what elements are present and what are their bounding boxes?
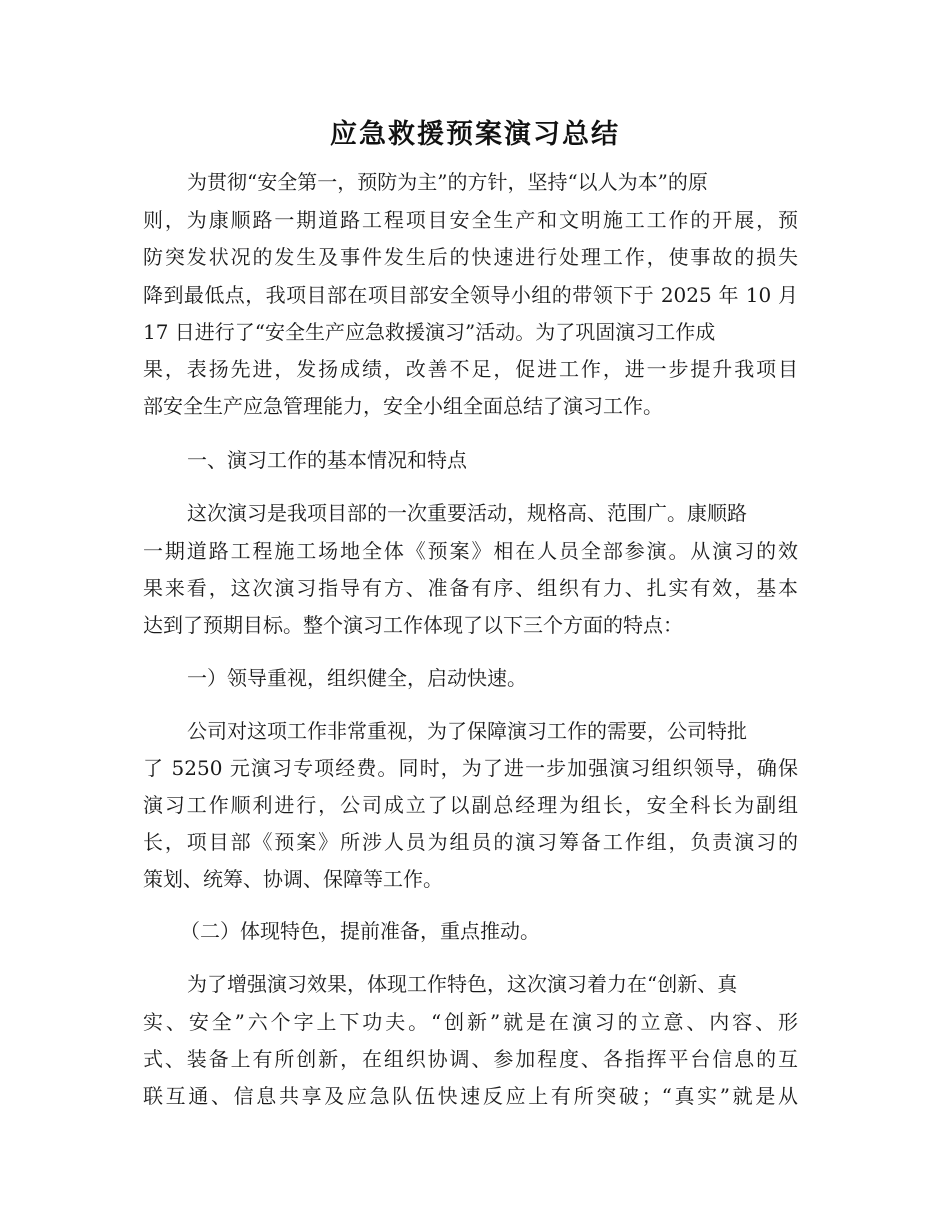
paragraph-line: 为贯彻“安全第一，预防为主”的方针，坚持“以人为本”的原 bbox=[187, 170, 708, 194]
paragraph-line: 达到了预期目标。整个演习工作体现了以下三个方面的特点： bbox=[143, 613, 683, 637]
paragraph-line: 防突发状况的发生及事件发生后的快速进行处理工作，使事故的损失 bbox=[143, 245, 798, 269]
subsection-heading: 一）领导重视，组织健全，启动快速。 bbox=[187, 666, 527, 690]
paragraph-line: 果来看，这次演习指导有方、准备有序、组织有力、扎实有效，基本 bbox=[143, 576, 798, 600]
paragraph-line: 降到最低点，我项目部在项目部安全领导小组的带领下于 2025 年 10 月 bbox=[143, 283, 798, 307]
paragraph-line: 公司对这项工作非常重视，为了保障演习工作的需要，公司特批 bbox=[187, 719, 747, 743]
paragraph-line: 联互通、信息共享及应急队伍快速反应上有所突破；“真实”就是从 bbox=[143, 1084, 798, 1108]
paragraph-line: 实、安全”六个字上下功夫。“创新”就是在演习的立意、内容、形 bbox=[143, 1010, 798, 1034]
paragraph-line: 部安全生产应急管理能力，安全小组全面总结了演习工作。 bbox=[143, 394, 663, 418]
section-heading: 一、演习工作的基本情况和特点 bbox=[187, 448, 467, 472]
paragraph-line: 式、装备上有所创新，在组织协调、参加程度、各指挥平台信息的互 bbox=[143, 1047, 798, 1071]
subsection-heading: （二）体现特色，提前准备，重点推动。 bbox=[180, 919, 540, 943]
document-title: 应急救援预案演习总结 bbox=[330, 119, 620, 150]
paragraph-line: 了 5250 元演习专项经费。同时，为了进一步加强演习组织领导，确保 bbox=[143, 756, 798, 780]
paragraph-line: 17 日进行了“安全生产应急救援演习”活动。为了巩固演习工作成 bbox=[143, 320, 716, 344]
paragraph-line: 则，为康顺路一期道路工程项目安全生产和文明施工工作的开展，预 bbox=[143, 208, 798, 232]
paragraph-line: 这次演习是我项目部的一次重要活动，规格高、范围广。康顺路 bbox=[187, 501, 747, 525]
paragraph-line: 为了增强演习效果，体现工作特色，这次演习着力在“创新、真 bbox=[187, 972, 738, 996]
paragraph-line: 演习工作顺利进行，公司成立了以副总经理为组长，安全科长为副组 bbox=[143, 793, 798, 817]
paragraph-line: 长，项目部《预案》所涉人员为组员的演习筹备工作组，负责演习的 bbox=[143, 830, 798, 854]
paragraph-line: 果，表扬先进，发扬成绩，改善不足，促进工作，进一步提升我项目 bbox=[143, 357, 798, 381]
paragraph-line: 策划、统筹、协调、保障等工作。 bbox=[143, 867, 443, 891]
paragraph-line: 一期道路工程施工场地全体《预案》相在人员全部参演。从演习的效 bbox=[143, 539, 798, 563]
